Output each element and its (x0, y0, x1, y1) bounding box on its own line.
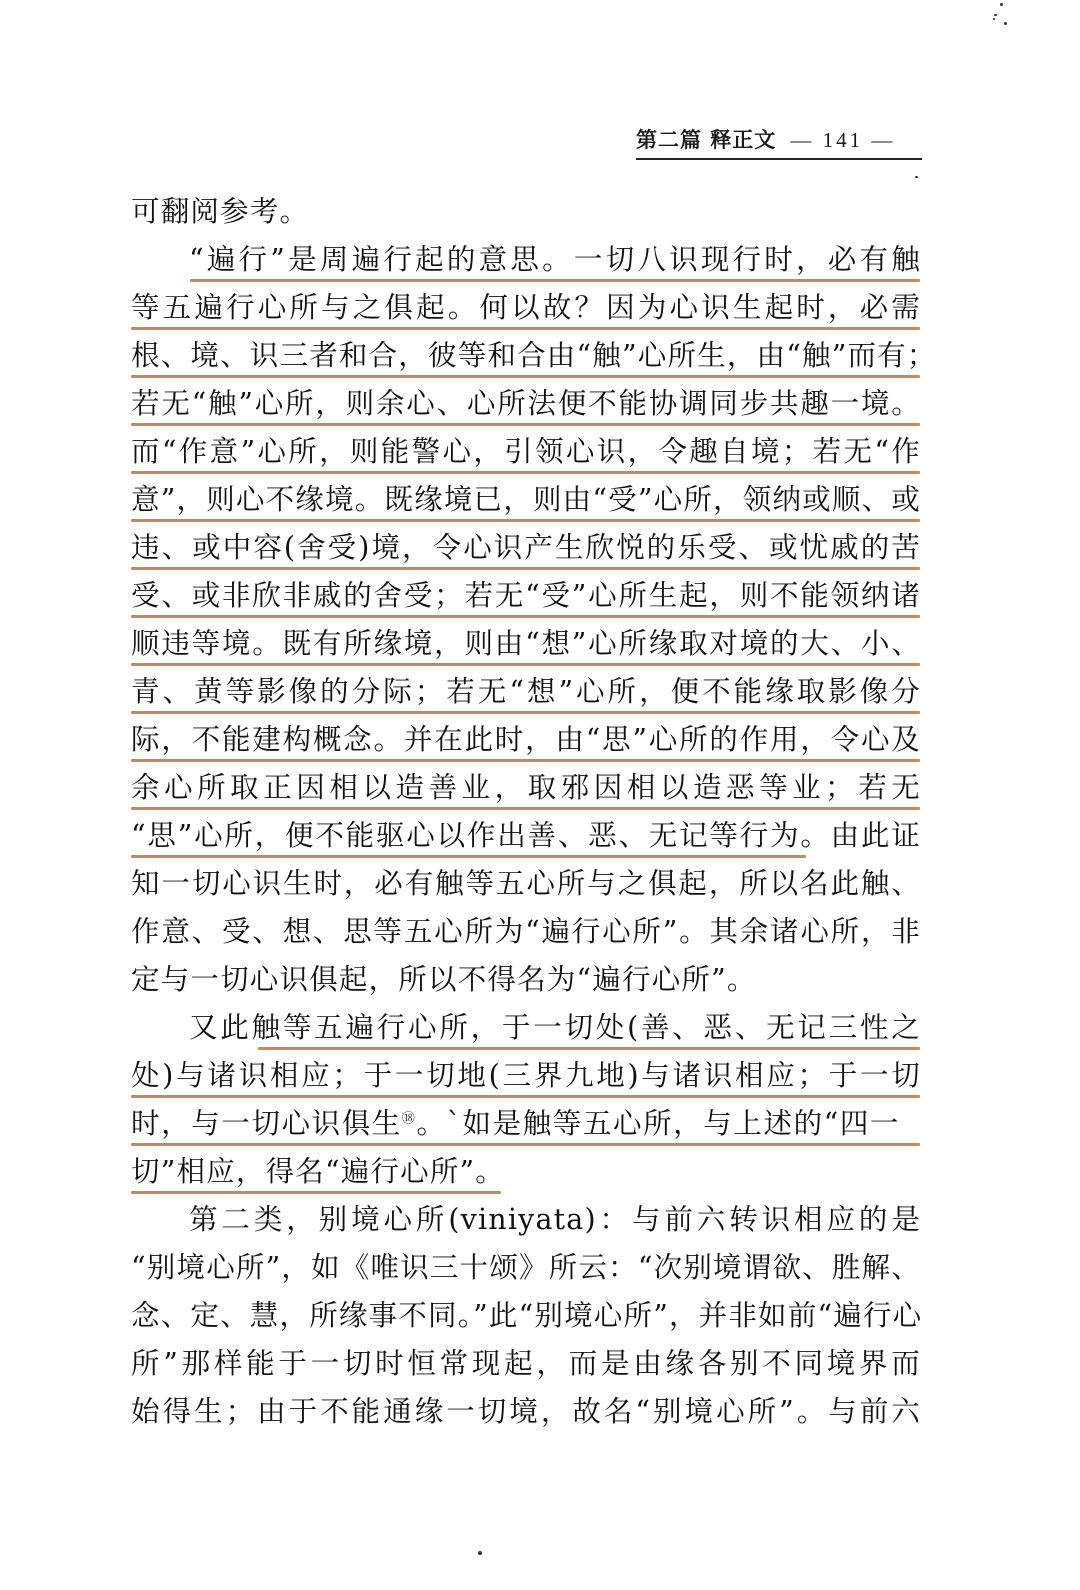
text-line (131, 1104, 921, 1144)
text-line: 若无“触”心所，则余心、心所法便不能协调同步共趣一境。 (131, 387, 921, 420)
text-line: 又此触等五遍行心所，于一切处(善、恶、无记三性之 (189, 1011, 921, 1044)
scan-speck (1004, 22, 1007, 25)
text-line: 所”那样能于一切时恒常现起，而是由缘各别不同境界而 (131, 1347, 921, 1380)
header-page-number: — 141 — (790, 128, 896, 152)
underline-mark (131, 1143, 920, 1146)
text-line: “思”心所，便不能驱心以作出善、恶、无记等行为。由此证 (131, 819, 921, 852)
text-line: 而“作意”心所，则能警心，引领心识，令趣自境；若无“作 (131, 435, 921, 468)
text-line-end: 。`如是触等五心所，与上述的“四一 (416, 1107, 901, 1140)
scan-speck (915, 176, 918, 178)
text-line-start: 时，与一切心识俱生 (131, 1107, 402, 1140)
text-line: 念、定、慧，所缘事不同。”此“别境心所”，并非如前“遍行心 (131, 1299, 923, 1332)
underline-mark (131, 615, 920, 618)
underline-mark (190, 279, 920, 282)
text-line: 定与一切心识俱起，所以不得名为“遍行心所”。 (131, 963, 757, 996)
text-line: 可翻阅参考。 (131, 195, 310, 228)
header-section-title: 第二篇 释正文 (636, 128, 777, 152)
text-line: 切”相应，得名“遍行心所”。 (131, 1155, 506, 1188)
text-line: 违、或中容(舍受)境，令心识产生欣悦的乐受、或忧戚的苦 (131, 531, 921, 564)
scan-speck (993, 18, 995, 20)
text-line: 等五遍行心所与之俱起。何以故？因为心识生起时，必需 (131, 291, 921, 324)
text-line: 意”，则心不缘境。既缘境已，则由“受”心所，领纳或顺、或 (131, 483, 921, 516)
underline-mark (131, 471, 920, 474)
underline-mark (131, 807, 920, 810)
underline-mark (131, 519, 920, 522)
text-line: 处)与诸识相应；于一切地(三界九地)与诸识相应；于一切 (131, 1059, 921, 1092)
underline-mark (131, 855, 806, 858)
text-line: 作意、受、想、思等五心所为“遍行心所”。其余诸心所，非 (131, 915, 921, 948)
footnote-marker[interactable]: ⑱ (401, 1111, 417, 1127)
text-line: 顺违等境。既有所缘境，则由“想”心所缘取对境的大、小、 (131, 627, 921, 660)
text-line: 第二类，别境心所(viniyata)：与前六转识相应的是 (189, 1203, 921, 1236)
text-line: 知一切心识生时，必有触等五心所与之俱起，所以名此触、 (131, 867, 921, 900)
scan-speck (1000, 3, 1003, 6)
underline-mark (131, 711, 920, 714)
underline-mark (131, 663, 920, 666)
header-rule (636, 158, 922, 160)
underline-mark (258, 1047, 920, 1050)
text-line: 际，不能建构概念。并在此时，由“思”心所的作用，令心及 (131, 723, 921, 756)
text-line: 受、或非欣非戚的舍受；若无“受”心所生起，则不能领纳诸 (131, 579, 921, 612)
text-line: 始得生；由于不能通缘一切境，故名“别境心所”。与前六 (131, 1395, 921, 1428)
scan-speck (994, 14, 997, 16)
underline-mark (131, 423, 920, 426)
text-line: “遍行”是周遍行起的意思。一切八识现行时，必有触 (189, 243, 921, 276)
running-header (636, 124, 920, 156)
underline-mark (131, 375, 920, 378)
text-line: 根、境、识三者和合，彼等和合由“触”心所生，由“触”而有； (131, 339, 937, 372)
scan-speck (478, 1551, 482, 1555)
underline-mark (131, 1095, 920, 1098)
text-line: 青、黄等影像的分际；若无“想”心所，便不能缘取影像分 (131, 675, 921, 708)
underline-mark (131, 759, 920, 762)
underline-mark (131, 1191, 501, 1194)
underline-mark (131, 327, 920, 330)
text-line: 余心所取正因相以造善业，取邪因相以造恶等业；若无 (131, 771, 921, 804)
underline-mark (131, 567, 920, 570)
text-line: “别境心所”，如《唯识三十颂》所云：“次别境谓欲、胜解、 (131, 1251, 921, 1284)
